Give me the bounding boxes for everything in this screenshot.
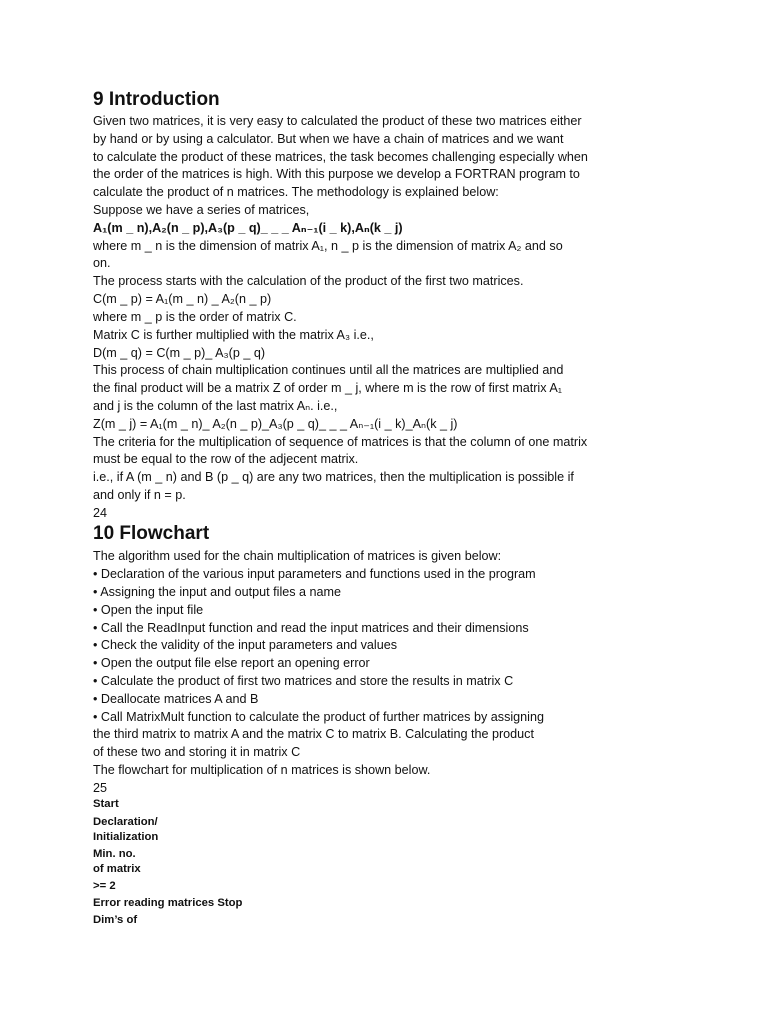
- flowchart-label: >= 2: [93, 880, 116, 892]
- bullet-continuation: the third matrix to matrix A and the matrix C to matrix B. Calculating the product: [93, 727, 534, 741]
- flowchart-shown-text: The flowchart for multiplication of n matrices is shown below.: [93, 763, 431, 777]
- flowchart-intro: The algorithm used for the chain multiplication of matrices is given below:: [93, 549, 502, 563]
- intro-text-line: i.e., if A (m _ n) and B (p _ q) are any two matrices, then the multiplication is possible if: [93, 470, 574, 484]
- page-number: 25: [93, 781, 108, 795]
- flowchart-label: Dim’s of: [93, 914, 138, 926]
- flowchart-label: of matrix: [93, 863, 141, 875]
- intro-text-line: The process starts with the calculation of the product of the first two matrices.: [93, 274, 524, 288]
- matrix-series-equation: A₁(m _ n),A₂(n _ p),A₃(p _ q)_ _ _ Aₙ₋₁(i _ k),Aₙ(k _ j): [93, 221, 403, 235]
- intro-text-line: This process of chain multiplication continues until all the matrices are multiplied and: [93, 363, 564, 377]
- intro-text-line: Suppose we have a series of matrices,: [93, 203, 310, 217]
- flowchart-label: Initialization: [93, 831, 159, 843]
- bullet-item: • Open the output file else report an opening error: [93, 656, 370, 670]
- intro-text-line: on.: [93, 256, 111, 270]
- section-heading-introduction: 9 Introduction: [93, 89, 220, 110]
- intro-text-line: to calculate the product of these matrices, the task becomes challenging especially when: [93, 150, 588, 164]
- intro-text-line: calculate the product of n matrices. The methodology is explained below:: [93, 185, 499, 199]
- intro-text-line: must be equal to the row of the adjecent matrix.: [93, 452, 359, 466]
- intro-text-line: where m _ p is the order of matrix C.: [93, 310, 297, 324]
- flowchart-label: Declaration/: [93, 816, 158, 828]
- section-heading-flowchart: 10 Flowchart: [93, 523, 210, 544]
- bullet-item: • Assigning the input and output files a name: [93, 585, 342, 599]
- flowchart-label: Min. no.: [93, 848, 136, 860]
- z-equation: Z(m _ j) = A₁(m _ n)_ A₂(n _ p)_A₃(p _ q)_ _ _ Aₙ₋₁(i _ k)_Aₙ(k _ j): [93, 417, 458, 431]
- bullet-continuation: of these two and storing it in matrix C: [93, 745, 301, 759]
- bullet-item: • Check the validity of the input parameters and values: [93, 638, 398, 652]
- page-number: 24: [93, 506, 108, 520]
- bullet-item: • Call the ReadInput function and read the input matrices and their dimensions: [93, 621, 529, 635]
- intro-text-line: The criteria for the multiplication of sequence of matrices is that the column of one matrix: [93, 435, 588, 449]
- bullet-item: • Open the input file: [93, 603, 204, 617]
- d-equation: D(m _ q) = C(m _ p)_ A₃(p _ q): [93, 346, 266, 360]
- bullet-item: • Calculate the product of first two matrices and store the results in matrix C: [93, 674, 514, 688]
- intro-text-line: Given two matrices, it is very easy to calculated the product of these two matrices either: [93, 114, 582, 128]
- intro-text-line: where m _ n is the dimension of matrix A₁, n _ p is the dimension of matrix A₂ and so: [93, 239, 563, 253]
- bullet-item: • Deallocate matrices A and B: [93, 692, 259, 706]
- flowchart-label: Start: [93, 798, 119, 810]
- flowchart-label: Error reading matrices Stop: [93, 897, 243, 909]
- bullet-item: • Declaration of the various input parameters and functions used in the program: [93, 567, 536, 581]
- intro-text-line: and only if n = p.: [93, 488, 186, 502]
- intro-text-line: and j is the column of the last matrix Aₙ. i.e.,: [93, 399, 338, 413]
- intro-text-line: the final product will be a matrix Z of order m _ j, where m is the row of first matrix A₁: [93, 381, 562, 395]
- c-equation: C(m _ p) = A₁(m _ n) _ A₂(n _ p): [93, 292, 272, 306]
- intro-text-line: the order of the matrices is high. With this purpose we develop a FORTRAN program to: [93, 167, 580, 181]
- bullet-item: • Call MatrixMult function to calculate the product of further matrices by assigning: [93, 710, 544, 724]
- intro-text-line: by hand or by using a calculator. But when we have a chain of matrices and we want: [93, 132, 564, 146]
- intro-text-line: Matrix C is further multiplied with the matrix A₃ i.e.,: [93, 328, 374, 342]
